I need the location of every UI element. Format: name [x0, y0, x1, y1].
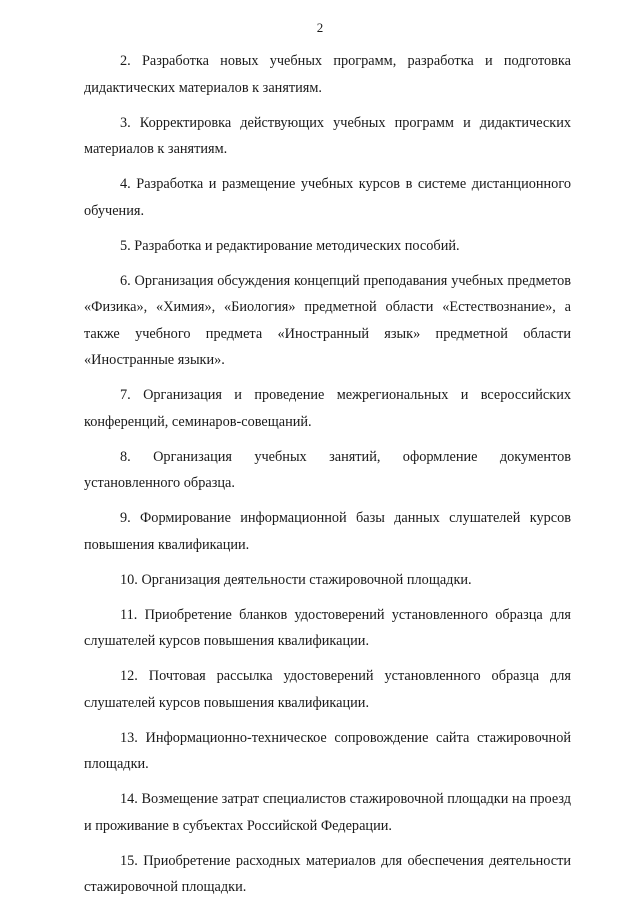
list-item: 8. Организация учебных занятий, оформление документов установленного образца.	[84, 448, 571, 491]
list-item: 13. Информационно-техническое сопровождение сайта стажировочной площадки.	[84, 729, 571, 772]
page-number: 2	[316, 20, 324, 35]
list-item: 11. Приобретение бланков удостоверений установленного образца для слушателей курсов повышения квалификации.	[84, 606, 571, 649]
list-item: 7. Организация и проведение межрегиональных и всероссийских конференций, семинаров-совещаний.	[84, 387, 571, 430]
list-item: 10. Организация деятельности стажировочной площадки.	[120, 571, 472, 588]
list-item: 5. Разработка и редактирование методических пособий.	[120, 237, 460, 254]
list-item: 2. Разработка новых учебных программ, разработка и подготовка дидактических материалов к занятиям.	[84, 53, 571, 96]
document-body	[84, 48, 571, 909]
list-item: 9. Формирование информационной базы данных слушателей курсов повышения квалификации.	[84, 510, 571, 553]
list-item: 6. Организация обсуждения концепций преподавания учебных предметов «Физика», «Химия», «Биология» предметной области «Естествознание», а также учебного предмета «Иностранный язык» предметной области «Иностранные языки».	[84, 272, 571, 368]
list-item: 12. Почтовая рассылка удостоверений установленного образца для слушателей курсов повышения квалификации.	[84, 668, 571, 711]
list-item: 4. Разработка и размещение учебных курсов в системе дистанционного обучения.	[84, 176, 571, 219]
list-item: 3. Корректировка действующих учебных программ и дидактических материалов к занятиям.	[84, 114, 571, 157]
list-item: 15. Приобретение расходных материалов для обеспечения деятельности стажировочной площадки.	[84, 852, 571, 895]
list-item: 14. Возмещение затрат специалистов стажировочной площадки на проезд и проживание в субъектах Российской Федерации.	[84, 791, 571, 834]
